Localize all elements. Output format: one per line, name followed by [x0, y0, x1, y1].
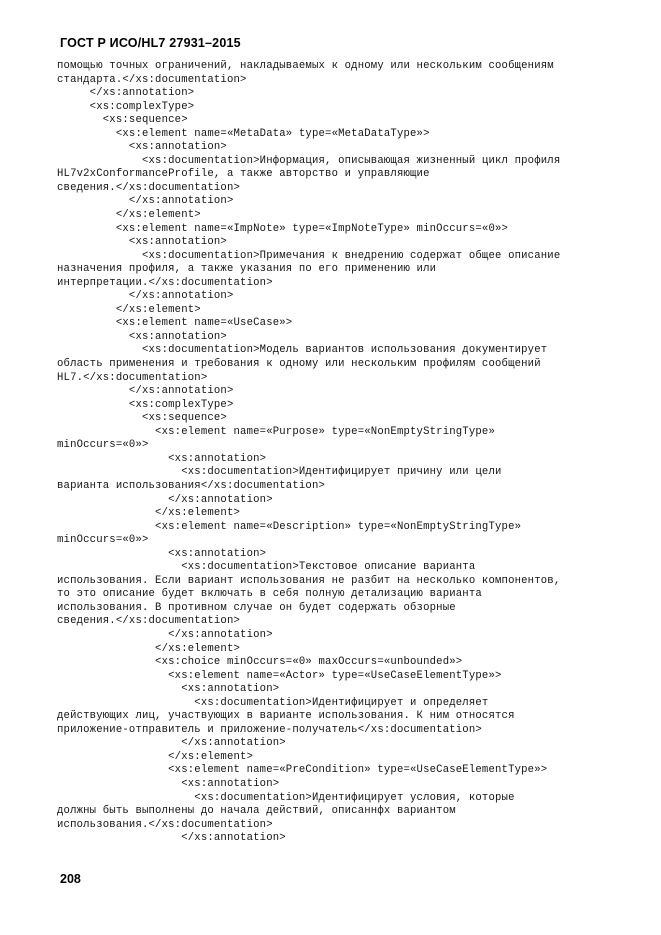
code-line: приложение-отправитель и приложение-получатель</xs:documentation> — [57, 723, 482, 736]
code-line: область применения и требования к одному или нескольким профилям сообщений — [57, 358, 541, 371]
code-line: варианта использования</xs:documentation> — [57, 479, 326, 492]
code-line: <xs:documentation>Модель вариантов использования документирует — [57, 344, 548, 357]
code-line: <xs:documentation>Идентифицирует и определяет — [57, 696, 489, 709]
code-line: </xs:annotation> — [57, 493, 273, 506]
code-line: </xs:annotation> — [57, 87, 195, 100]
code-line: <xs:complexType> — [57, 100, 195, 113]
code-line: <xs:sequence> — [57, 412, 227, 425]
code-line: <xs:element name=«UseCase»> — [57, 317, 293, 330]
code-line: </xs:element> — [57, 507, 241, 520]
code-line: <xs:documentation>Текстовое описание варианта — [57, 561, 476, 574]
code-line: интерпретации.</xs:documentation> — [57, 276, 273, 289]
code-line: </xs:annotation> — [57, 737, 286, 750]
code-line: действующих лиц, участвующих в варианте использования. К ним относятся — [57, 710, 515, 723]
code-line: </xs:annotation> — [57, 195, 234, 208]
code-line: <xs:documentation>Идентифицирует причину или цели — [57, 466, 502, 479]
code-line: <xs:element name=«PreCondition» type=«UseCaseElementType»> — [57, 764, 548, 777]
code-line: то это описание будет включать в себя полную детализацию варианта — [57, 588, 482, 601]
code-line: должны быть выполнены до начала действий, описаннфх вариантом — [57, 805, 456, 818]
code-line: <xs:documentation>Информация, описывающая жизненный цикл профиля — [57, 154, 561, 167]
code-line: minOccurs=«0»> — [57, 534, 149, 547]
code-line: использования.</xs:documentation> — [57, 818, 273, 831]
code-line: использования. Если вариант использования не разбит на несколько компонентов, — [57, 574, 561, 587]
code-line: minOccurs=«0»> — [57, 439, 149, 452]
code-line: помощью точных ограничений, накладываемых к одному или нескольким сообщениям — [57, 60, 554, 72]
code-line: </xs:element> — [57, 750, 254, 763]
code-line: <xs:annotation> — [57, 683, 280, 696]
code-line: <xs:documentation>Идентифицирует условия, которые — [57, 791, 515, 804]
code-line: </xs:element> — [57, 303, 201, 316]
code-line: <xs:annotation> — [57, 236, 227, 249]
code-line: <xs:annotation> — [57, 330, 227, 343]
code-line: <xs:element name=«ImpNote» type=«ImpNoteType» minOccurs=«0»> — [57, 222, 509, 235]
code-line: </xs:element> — [57, 209, 201, 222]
code-line: <xs:annotation> — [57, 141, 227, 154]
code-line: </xs:annotation> — [57, 290, 234, 303]
code-line: <xs:annotation> — [57, 547, 267, 560]
code-line: сведения.</xs:documentation> — [57, 615, 241, 628]
code-line: <xs:element name=«Purpose» type=«NonEmptyStringType» — [57, 425, 495, 438]
code-line: <xs:documentation>Примечания к внедрению содержат общее описание — [57, 249, 561, 262]
code-line: сведения.</xs:documentation> — [57, 181, 241, 194]
code-line: назначения профиля, а также указания по его применению или — [57, 263, 437, 276]
xml-schema-listing — [57, 60, 653, 846]
code-line: <xs:element name=«Description» type=«NonEmptyStringType» — [57, 520, 522, 533]
code-line: </xs:element> — [57, 642, 241, 655]
code-line: использования. В противном случае он будет содержать обзорные — [57, 601, 456, 614]
code-line: <xs:element name=«MetaData» type=«MetaDataType»> — [57, 127, 430, 140]
code-line: стандарта.</xs:documentation> — [57, 73, 247, 86]
code-line: <xs:complexType> — [57, 398, 234, 411]
code-line: </xs:annotation> — [57, 628, 273, 641]
code-line: </xs:annotation> — [57, 385, 234, 398]
code-line: <xs:sequence> — [57, 114, 188, 127]
code-line: <xs:annotation> — [57, 452, 267, 465]
code-line: HL7.</xs:documentation> — [57, 371, 208, 384]
code-line: <xs:annotation> — [57, 777, 280, 790]
code-line: HL7v2xConformanceProfile, а также авторство и управляющие — [57, 168, 430, 181]
code-line: <xs:element name=«Actor» type=«UseCaseElementType»> — [57, 669, 502, 682]
code-line: </xs:annotation> — [57, 832, 286, 845]
page-number: 208 — [60, 872, 81, 886]
code-line: <xs:choice minOccurs=«0» maxOccurs=«unbounded»> — [57, 656, 463, 669]
standard-header: ГОСТ Р ИСО/HL7 27931–2015 — [60, 36, 241, 50]
